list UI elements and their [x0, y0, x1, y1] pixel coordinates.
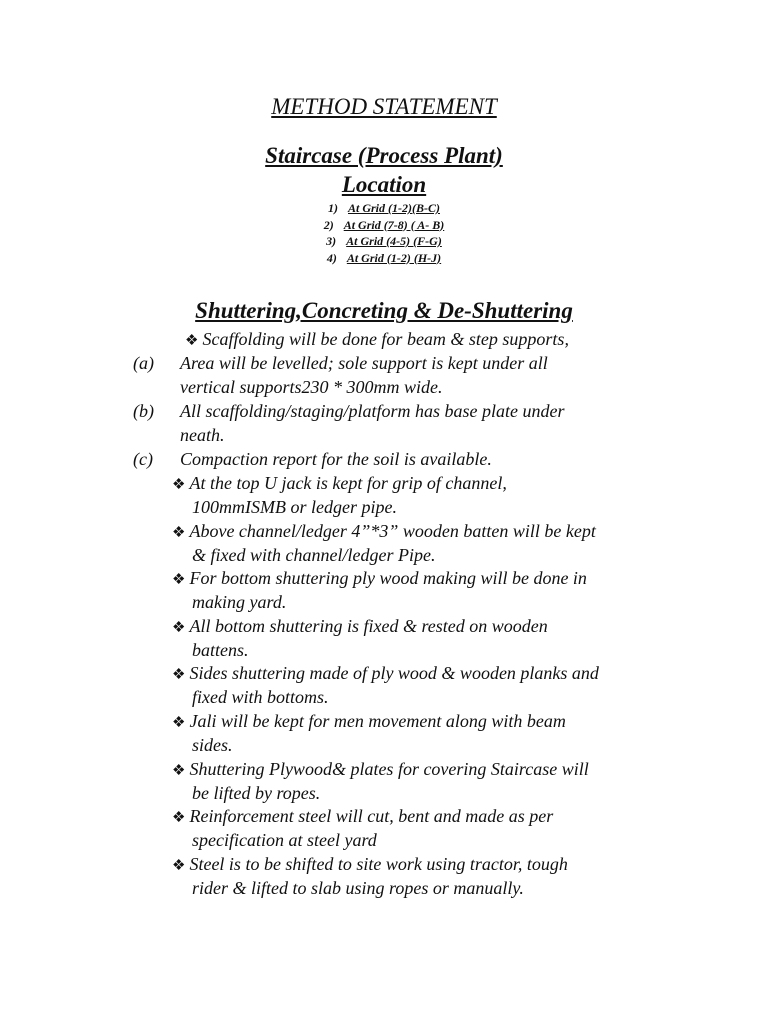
bullet-item-continuation: specification at steel yard	[192, 830, 377, 850]
bullet-item: ❖ For bottom shuttering ply wood making will be done in	[172, 568, 587, 588]
diamond-bullet-icon: ❖	[172, 572, 186, 588]
diamond-bullet-icon: ❖	[172, 477, 186, 493]
item-label: (c)	[133, 449, 153, 469]
diamond-bullet-icon: ❖	[172, 858, 186, 874]
document-subtitle: Staircase (Process Plant)	[265, 143, 503, 168]
location-heading: Location	[341, 172, 427, 197]
bullet-item: ❖ All bottom shuttering is fixed & rested on wooden	[172, 616, 548, 636]
document-title: METHOD STATEMENT	[271, 94, 497, 119]
diamond-bullet-icon: ❖	[172, 620, 186, 636]
lettered-item-line: Compaction report for the soil is available.	[180, 449, 492, 469]
bullet-item: ❖ Jali will be kept for men movement along with beam	[172, 711, 566, 731]
bullet-item-continuation: fixed with bottoms.	[192, 687, 329, 707]
location-item: 1) At Grid (1-2)(B-C)	[328, 201, 440, 215]
bullet-item-continuation: & fixed with channel/ledger Pipe.	[192, 545, 436, 565]
location-item: 3) At Grid (4-5) (F-G)	[326, 234, 442, 248]
lettered-item-line: neath.	[180, 425, 225, 445]
item-label: (a)	[133, 353, 154, 373]
bullet-item: ❖ Reinforcement steel will cut, bent and made as per	[172, 806, 554, 826]
lettered-item-line: All scaffolding/staging/platform has base plate under	[180, 401, 565, 421]
section-heading: Shuttering,Concreting & De-Shuttering	[195, 298, 573, 323]
bullet-item: ❖ Steel is to be shifted to site work using tractor, tough	[172, 854, 568, 874]
diamond-bullet-icon: ❖	[172, 810, 186, 826]
bullet-item-continuation: making yard.	[192, 592, 287, 612]
bullet-item: ❖ Above channel/ledger 4”*3” wooden batten will be kept	[172, 521, 596, 541]
bullet-item: ❖ Shuttering Plywood& plates for covering Staircase will	[172, 759, 589, 779]
diamond-bullet-icon: ❖	[172, 667, 186, 683]
bullet-item-continuation: sides.	[192, 735, 233, 755]
bullet-item-continuation: battens.	[192, 640, 249, 660]
diamond-bullet-icon: ❖	[172, 525, 186, 541]
bullet-item: ❖ At the top U jack is kept for grip of channel,	[172, 473, 507, 493]
bullet-item-continuation: rider & lifted to slab using ropes or manually.	[192, 878, 524, 898]
bullet-item: ❖ Sides shuttering made of ply wood & wooden planks and	[172, 663, 599, 683]
diamond-bullet-icon: ❖	[172, 715, 186, 731]
location-item: 2) At Grid (7-8) ( A- B)	[323, 217, 445, 232]
diamond-bullet-icon: ❖	[185, 333, 199, 349]
location-list	[0, 200, 768, 266]
lettered-item-line: Area will be levelled; sole support is kept under all	[180, 353, 548, 373]
bullet-item-continuation: 100mmISMB or ledger pipe.	[192, 497, 397, 517]
diamond-bullet-icon: ❖	[172, 763, 186, 779]
item-label: (b)	[133, 401, 154, 421]
location-item: 4) At Grid (1-2) (H-J)	[326, 250, 442, 265]
intro-bullet: ❖ Scaffolding will be done for beam & step supports,	[185, 329, 569, 349]
bullet-item-continuation: be lifted by ropes.	[192, 783, 321, 803]
lettered-item-line: vertical supports230 * 300mm wide.	[180, 377, 443, 397]
